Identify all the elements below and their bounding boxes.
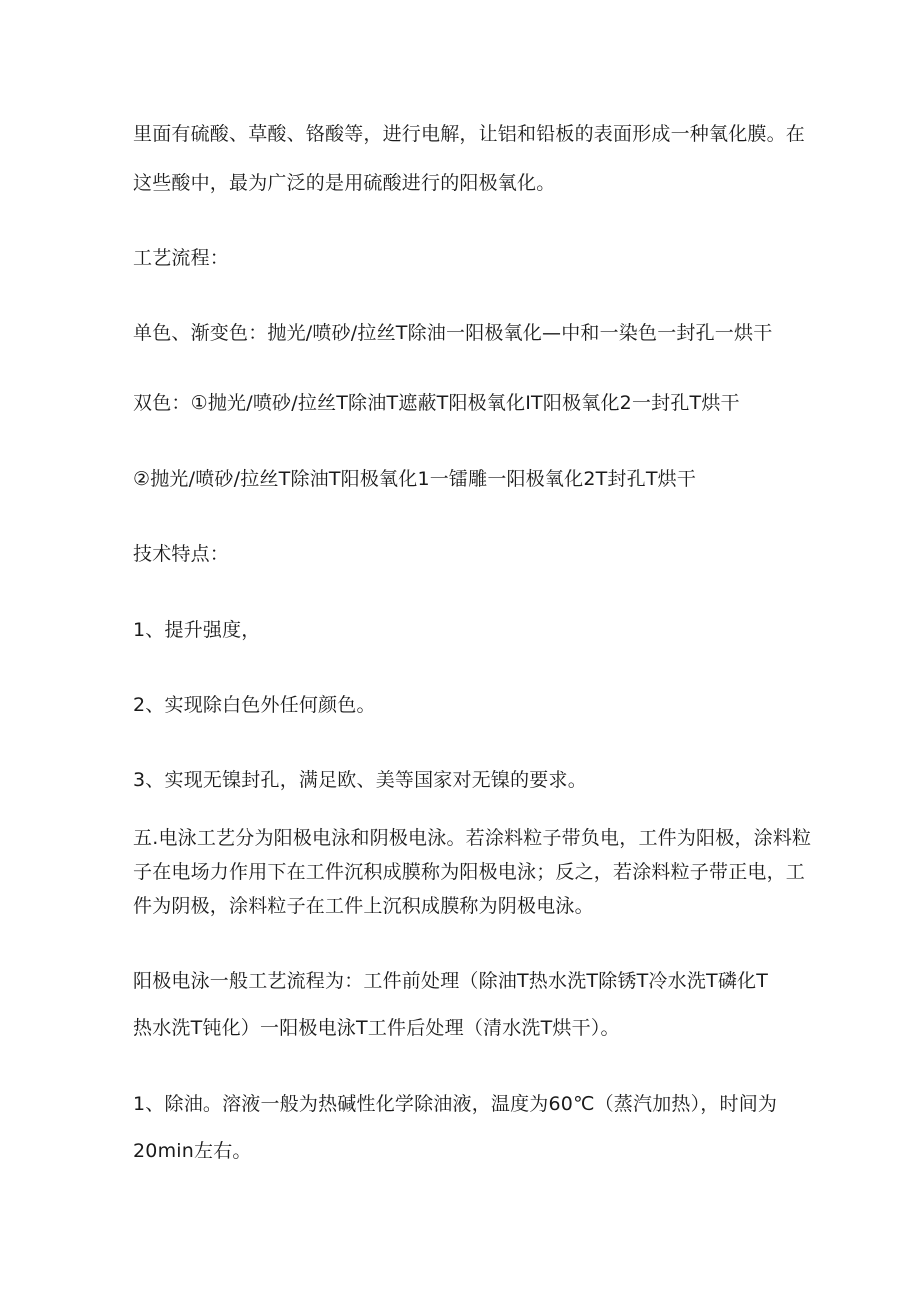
- text-line: 子在电场力作用下在工件沉积成膜称为阳极电泳；反之，若涂料粒子带正电，工: [133, 861, 806, 883]
- list-item: 1、提升强度，: [133, 619, 261, 641]
- text-line: 件为阴极，涂料粒子在工件上沉积成膜称为阴极电泳。: [133, 895, 594, 917]
- text-line: 双色：①抛光/喷砂/拉丝T除油T遮蔽T阳极氧化IT阳极氧化2一封孔T烘干: [133, 392, 740, 414]
- list-item: 3、实现无镍封孔，满足欧、美等国家对无镍的要求。: [133, 769, 587, 791]
- text-line: 热水洗T钝化）一阳极电泳T工件后处理（清水洗T烘干）。: [133, 1017, 620, 1039]
- section-heading: 技术特点：: [133, 543, 230, 565]
- text-line: 里面有硫酸、草酸、铬酸等，进行电解，让铝和铅板的表面形成一种氧化膜。在: [133, 123, 806, 145]
- text-line: 这些酸中，最为广泛的是用硫酸进行的阳极氧化。: [133, 172, 556, 194]
- text-line: ②抛光/喷砂/拉丝T除油T阳极氧化1一镭雕一阳极氧化2T封孔T烘干: [133, 468, 697, 490]
- text-line: 单色、渐变色：抛光/喷砂/拉丝T除油一阳极氧化—中和一染色一封孔一烘干: [133, 322, 773, 344]
- list-item: 1、除油。溶液一般为热碱性化学除油液，温度为60℃（蒸汽加热），时间为: [133, 1093, 778, 1115]
- section-heading: 工艺流程：: [133, 247, 230, 269]
- list-item: 2、实现除白色外任何颜色。: [133, 694, 376, 716]
- text-line: 阳极电泳一般工艺流程为：工件前处理（除油T热水洗T除锈T冷水洗T磷化T: [133, 970, 769, 992]
- text-line: 五.电泳工艺分为阳极电泳和阴极电泳。若涂料粒子带负电，工件为阳极，涂料粒: [133, 827, 812, 849]
- text-line: 20min左右。: [133, 1140, 252, 1162]
